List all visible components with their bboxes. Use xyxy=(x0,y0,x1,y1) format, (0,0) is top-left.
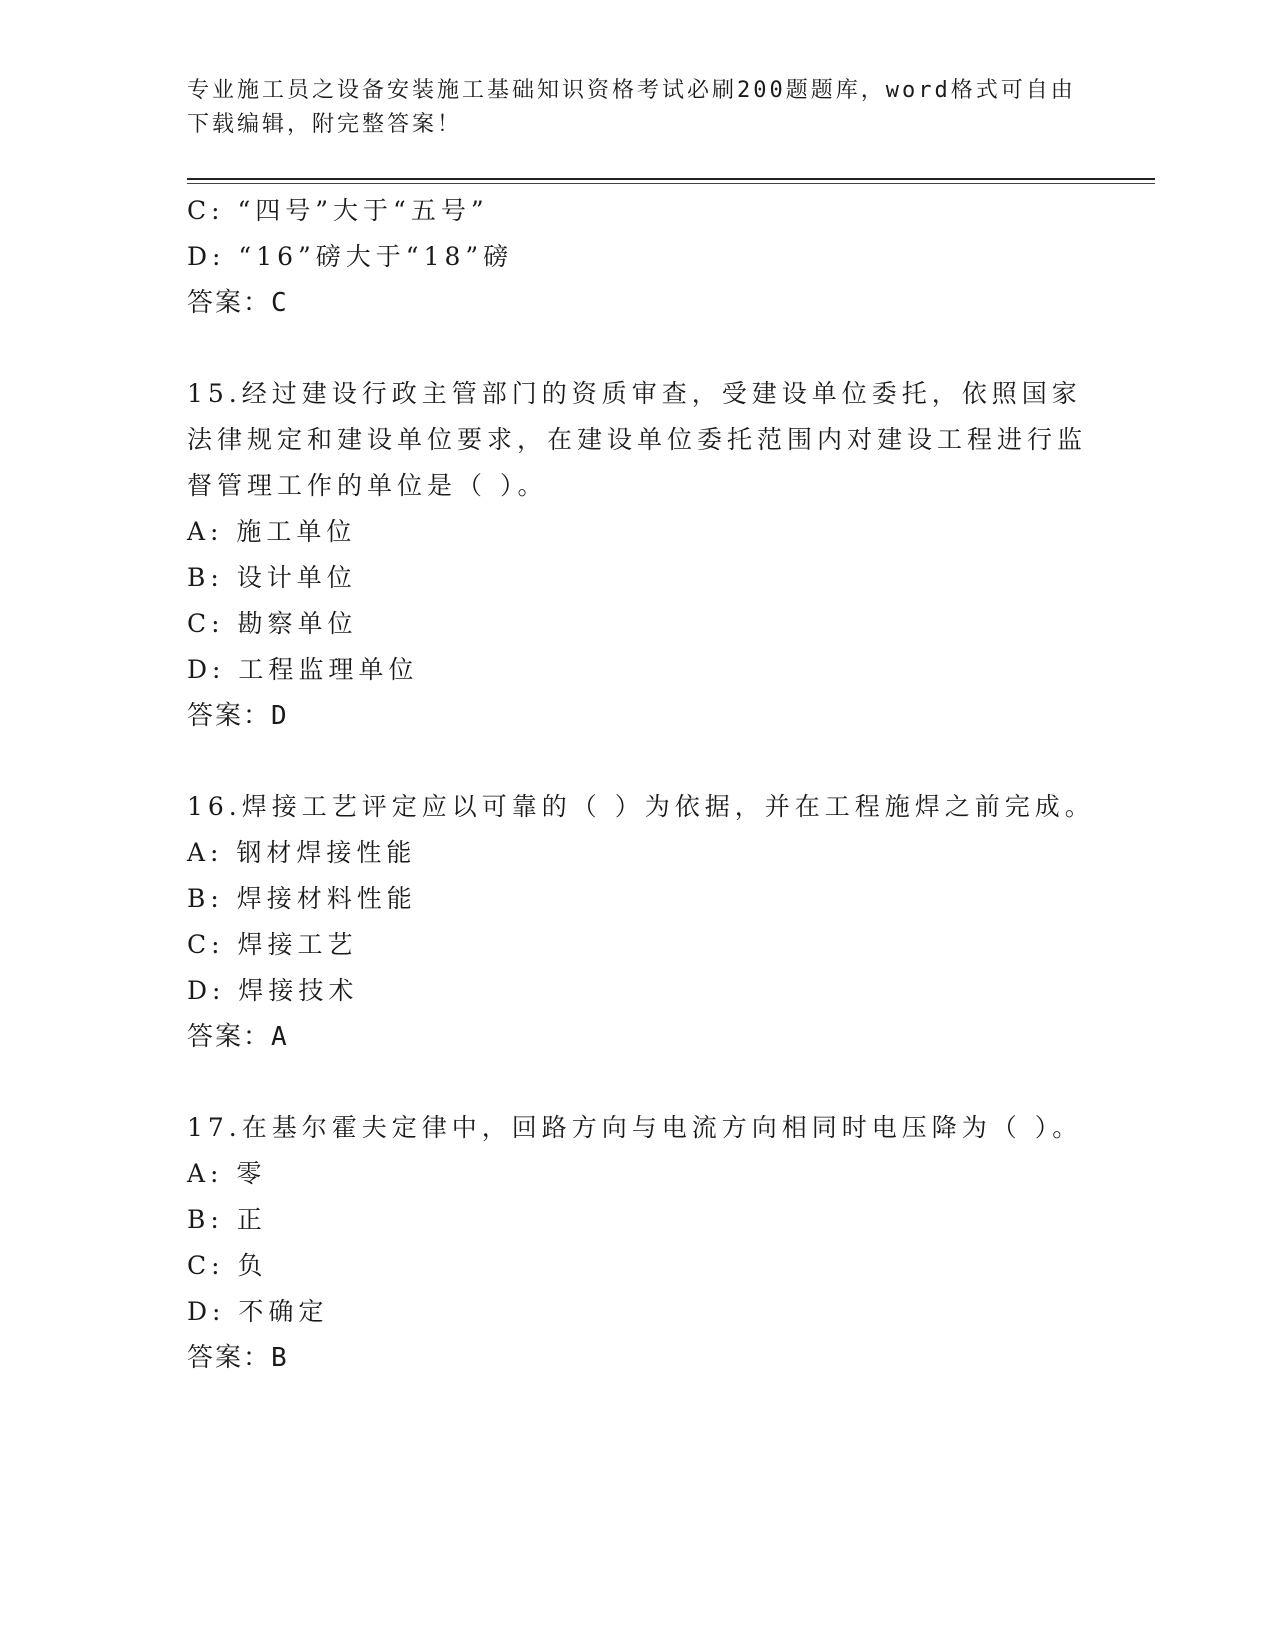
spacer xyxy=(187,1060,1107,1105)
option-c: C: “四号”大于“五号” xyxy=(187,196,489,225)
header-rule-thick xyxy=(187,178,1155,180)
document-header: 专业施工员之设备安装施工基础知识资格考试必刷200题题库，word格式可自由下载编辑，附完整答案！ xyxy=(187,78,1076,137)
option-c: C: 勘察单位 xyxy=(187,609,358,638)
question-stem: 17.在基尔霍夫定律中，回路方向与电流方向相同时电压降为（ ）。 xyxy=(187,1113,1083,1142)
header-rule-thin xyxy=(187,183,1155,184)
option-d: D: 工程监理单位 xyxy=(187,655,419,684)
document-content xyxy=(187,188,1107,1381)
answer-line: 答案：C xyxy=(187,288,289,318)
question-15 xyxy=(187,371,1107,739)
option-b: B: 正 xyxy=(187,1205,267,1234)
spacer xyxy=(187,739,1107,784)
option-d: D: “16”磅大于“18”磅 xyxy=(187,242,514,271)
option-b: B: 设计单位 xyxy=(187,563,357,592)
option-b: B: 焊接材料性能 xyxy=(187,884,417,913)
option-c: C: 负 xyxy=(187,1251,268,1280)
question-17 xyxy=(187,1105,1107,1381)
option-a: A: 零 xyxy=(187,1159,267,1188)
option-c: C: 焊接工艺 xyxy=(187,930,358,959)
answer-line: 答案：D xyxy=(187,701,289,731)
question-stem: 16.焊接工艺评定应以可靠的（ ）为依据，并在工程施焊之前完成。 xyxy=(187,792,1095,821)
option-d: D: 不确定 xyxy=(187,1297,329,1326)
answer-line: 答案：A xyxy=(187,1022,289,1052)
option-a: A: 施工单位 xyxy=(187,517,357,546)
answer-line: 答案：B xyxy=(187,1343,289,1373)
question-14-tail xyxy=(187,188,1107,326)
spacer xyxy=(187,326,1107,371)
question-stem: 15.经过建设行政主管部门的资质审查，受建设单位委托，依照国家法律规定和建设单位要求，在建设单位委托范围内对建设工程进行监督管理工作的单位是（ ）。 xyxy=(187,379,1088,500)
option-a: A: 钢材焊接性能 xyxy=(187,838,417,867)
question-16 xyxy=(187,784,1107,1060)
option-d: D: 焊接技术 xyxy=(187,976,359,1005)
